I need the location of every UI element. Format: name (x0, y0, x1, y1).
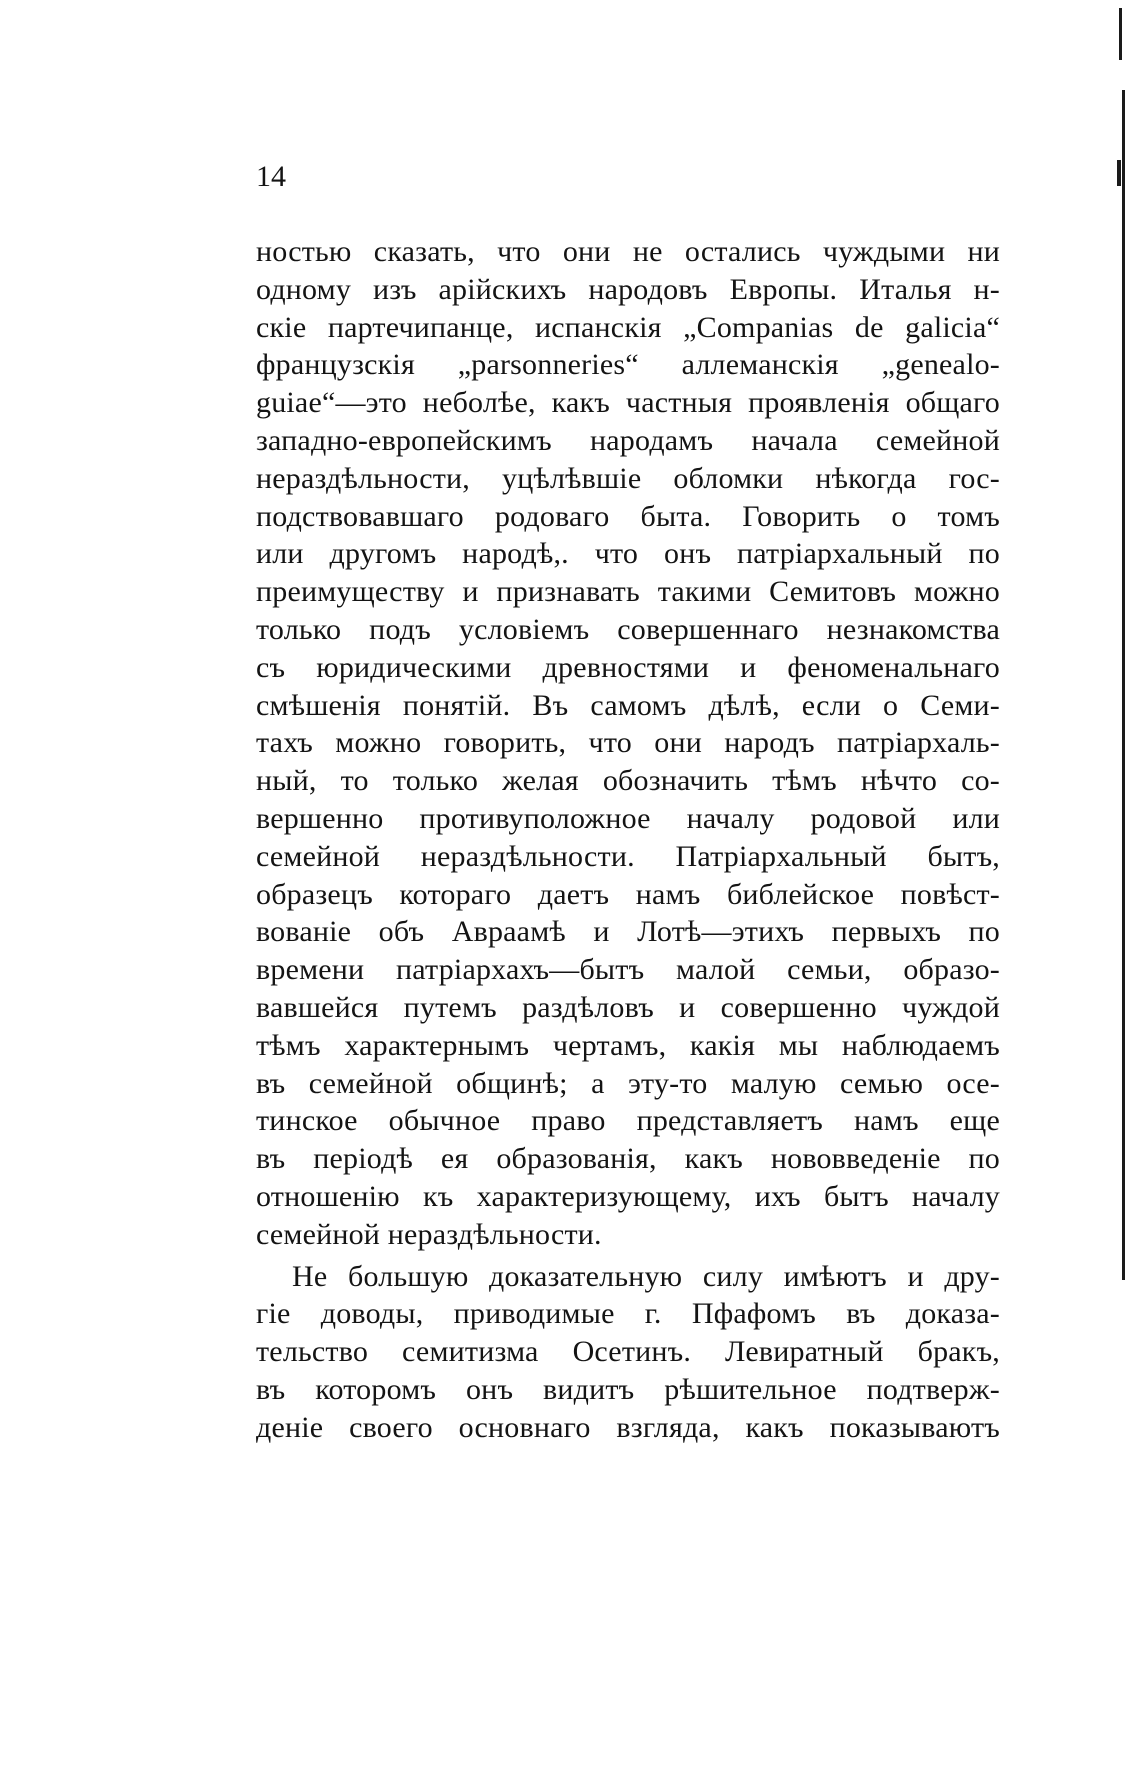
text-line: тѣмъ характернымъ чертамъ, какія мы наблюдаемъ (256, 1028, 1000, 1062)
text-line: французскія „parsonneries“ аллеманскія „genealo- (256, 348, 1000, 382)
page-edge-line-top (1119, 8, 1122, 60)
text-line: съ юридическими древностями и феноменальнаго (256, 650, 1000, 684)
text-line: вованіе объ Авраамѣ и Лотѣ—этихъ первыхъ по (256, 915, 1000, 949)
paragraph-1 (256, 233, 1000, 1254)
page-number: 14 (256, 160, 286, 193)
text-line: смѣшенія понятій. Въ самомъ дѣлѣ, если о Семи- (256, 688, 1000, 722)
text-line: вершенно противуположное началу родовой или (256, 801, 1000, 835)
page-edge-line-mark (1117, 160, 1121, 186)
text-line: гіе доводы, приводимые г. Пфафомъ въ доказа- (256, 1297, 1000, 1331)
text-line: западно-европейскимъ народамъ начала семейной (256, 423, 1000, 457)
text-line: семейной нераздѣльности. Патріархальный бытъ, (256, 839, 1000, 873)
text-line: одному изъ арійскихъ народовъ Европы. Италья н- (256, 272, 1000, 306)
text-line: guiae“—это неболѣе, какъ частныя проявленія общаго (256, 386, 1000, 420)
text-line: только подъ условіемъ совершеннаго незнакомства (256, 612, 1000, 646)
text-line: времени патріархахъ—бытъ малой семьи, образо- (256, 953, 1000, 987)
paragraph-2 (256, 1258, 1000, 1447)
text-line: въ періодѣ ея образованія, какъ нововведеніе по (256, 1142, 1000, 1176)
text-line: ный, то только желая обозначить тѣмъ нѣчто со- (256, 764, 1000, 798)
text-line: вавшейся путемъ раздѣловъ и совершенно чуждой (256, 990, 1000, 1024)
text-line: Не большую доказательную силу имѣютъ и дру- (292, 1259, 1000, 1293)
text-line: въ которомъ онъ видитъ рѣшительное подтверж- (256, 1372, 1000, 1406)
text-line: образецъ котораго даетъ намъ библейское повѣст- (256, 877, 1000, 911)
text-line: тинское обычное право представляетъ намъ еще (256, 1104, 1000, 1138)
text-line: ностью сказать, что они не остались чуждыми ни (256, 235, 1000, 268)
body-text (256, 233, 1000, 1447)
text-line: тахъ можно говорить, что они народъ патріархаль- (256, 726, 1000, 760)
text-line: подствовавшаго родоваго быта. Говорить о томъ (256, 499, 1000, 533)
text-line: или другомъ народѣ,. что онъ патріархальный по (256, 537, 1000, 571)
text-line: деніе своего основнаго взгляда, какъ показываютъ (256, 1410, 1000, 1444)
text-line: тельство семитизма Осетинъ. Левиратный бракъ, (256, 1335, 1000, 1369)
text-line: скіе партечипанце, испанскія „Companias de galicia“ (256, 310, 1000, 344)
text-line: въ семейной общинѣ; а эту-то малую семью осе- (256, 1066, 1000, 1100)
text-line: семейной нераздѣльности. (256, 1217, 602, 1251)
page-edge-line (1122, 90, 1125, 1280)
text-line: преимуществу и признавать такими Семитовъ можно (256, 575, 1000, 609)
text-line: нераздѣльности, уцѣлѣвшіе обломки нѣкогда гос- (256, 461, 1000, 495)
text-line: отношенію къ характеризующему, ихъ бытъ началу (256, 1179, 1000, 1213)
